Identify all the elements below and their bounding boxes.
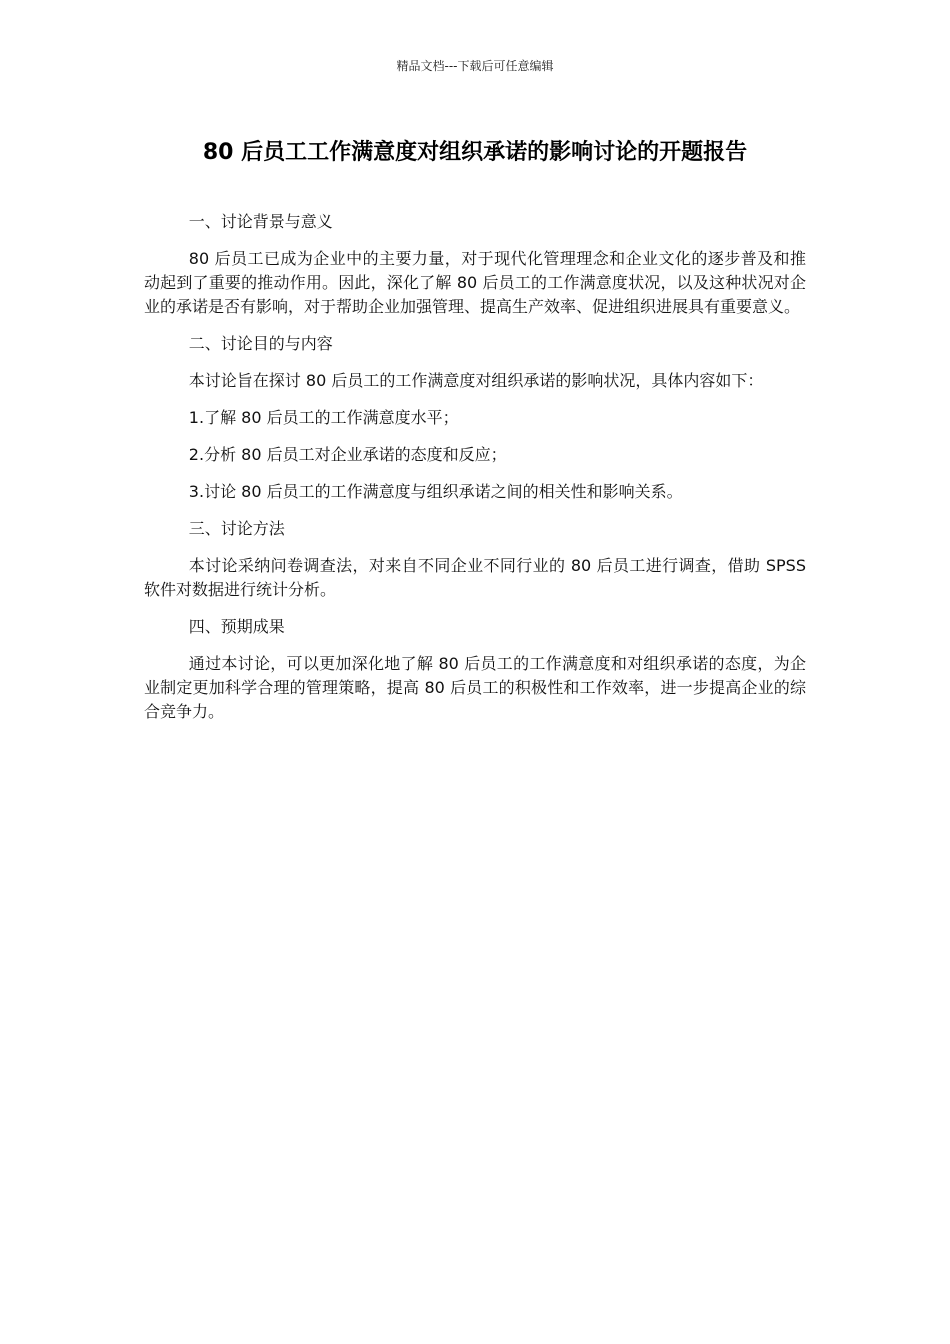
section-heading-purpose: 二、讨论目的与内容 (188, 334, 333, 353)
section-heading-method: 三、讨论方法 (188, 519, 285, 538)
paragraph-method: 本讨论采纳问卷调查法，对来自不同企业不同行业的 80 后员工进行调查，借助 SPSS 软件对数据进行统计分析。 (144, 556, 806, 599)
section-heading-outcome: 四、预期成果 (188, 617, 285, 636)
paragraph-background: 80 后员工已成为企业中的主要力量，对于现代化管理理念和企业文化的逐步普及和推动起到了重要的推动作用。因此，深化了解 80 后员工的工作满意度状况，以及这种状况对企业的承诺是否有影响，对于帮助企业加强管理、提高生产效率、促进组织进展具有重要意义。 (144, 249, 806, 316)
document-title: 80 后员工工作满意度对组织承诺的影响讨论的开题报告 (202, 140, 748, 165)
document-body (144, 210, 806, 737)
paragraph-purpose-intro: 本讨论旨在探讨 80 后员工的工作满意度对组织承诺的影响状况，具体内容如下： (188, 371, 764, 390)
list-item-1: 1.了解 80 后员工的工作满意度水平； (188, 408, 459, 427)
section-heading-background: 一、讨论背景与意义 (188, 212, 333, 231)
paragraph-outcome: 通过本讨论，可以更加深化地了解 80 后员工的工作满意度和对组织承诺的态度，为企业制定更加科学合理的管理策略，提高 80 后员工的积极性和工作效率，进一步提高企业的综合竞争力。 (144, 654, 806, 721)
list-item-3: 3.讨论 80 后员工的工作满意度与组织承诺之间的相关性和影响关系。 (188, 482, 683, 501)
list-item-2: 2.分析 80 后员工对企业承诺的态度和反应； (188, 445, 507, 464)
page-header-note: 精品文档---下载后可任意编辑 (396, 59, 554, 73)
